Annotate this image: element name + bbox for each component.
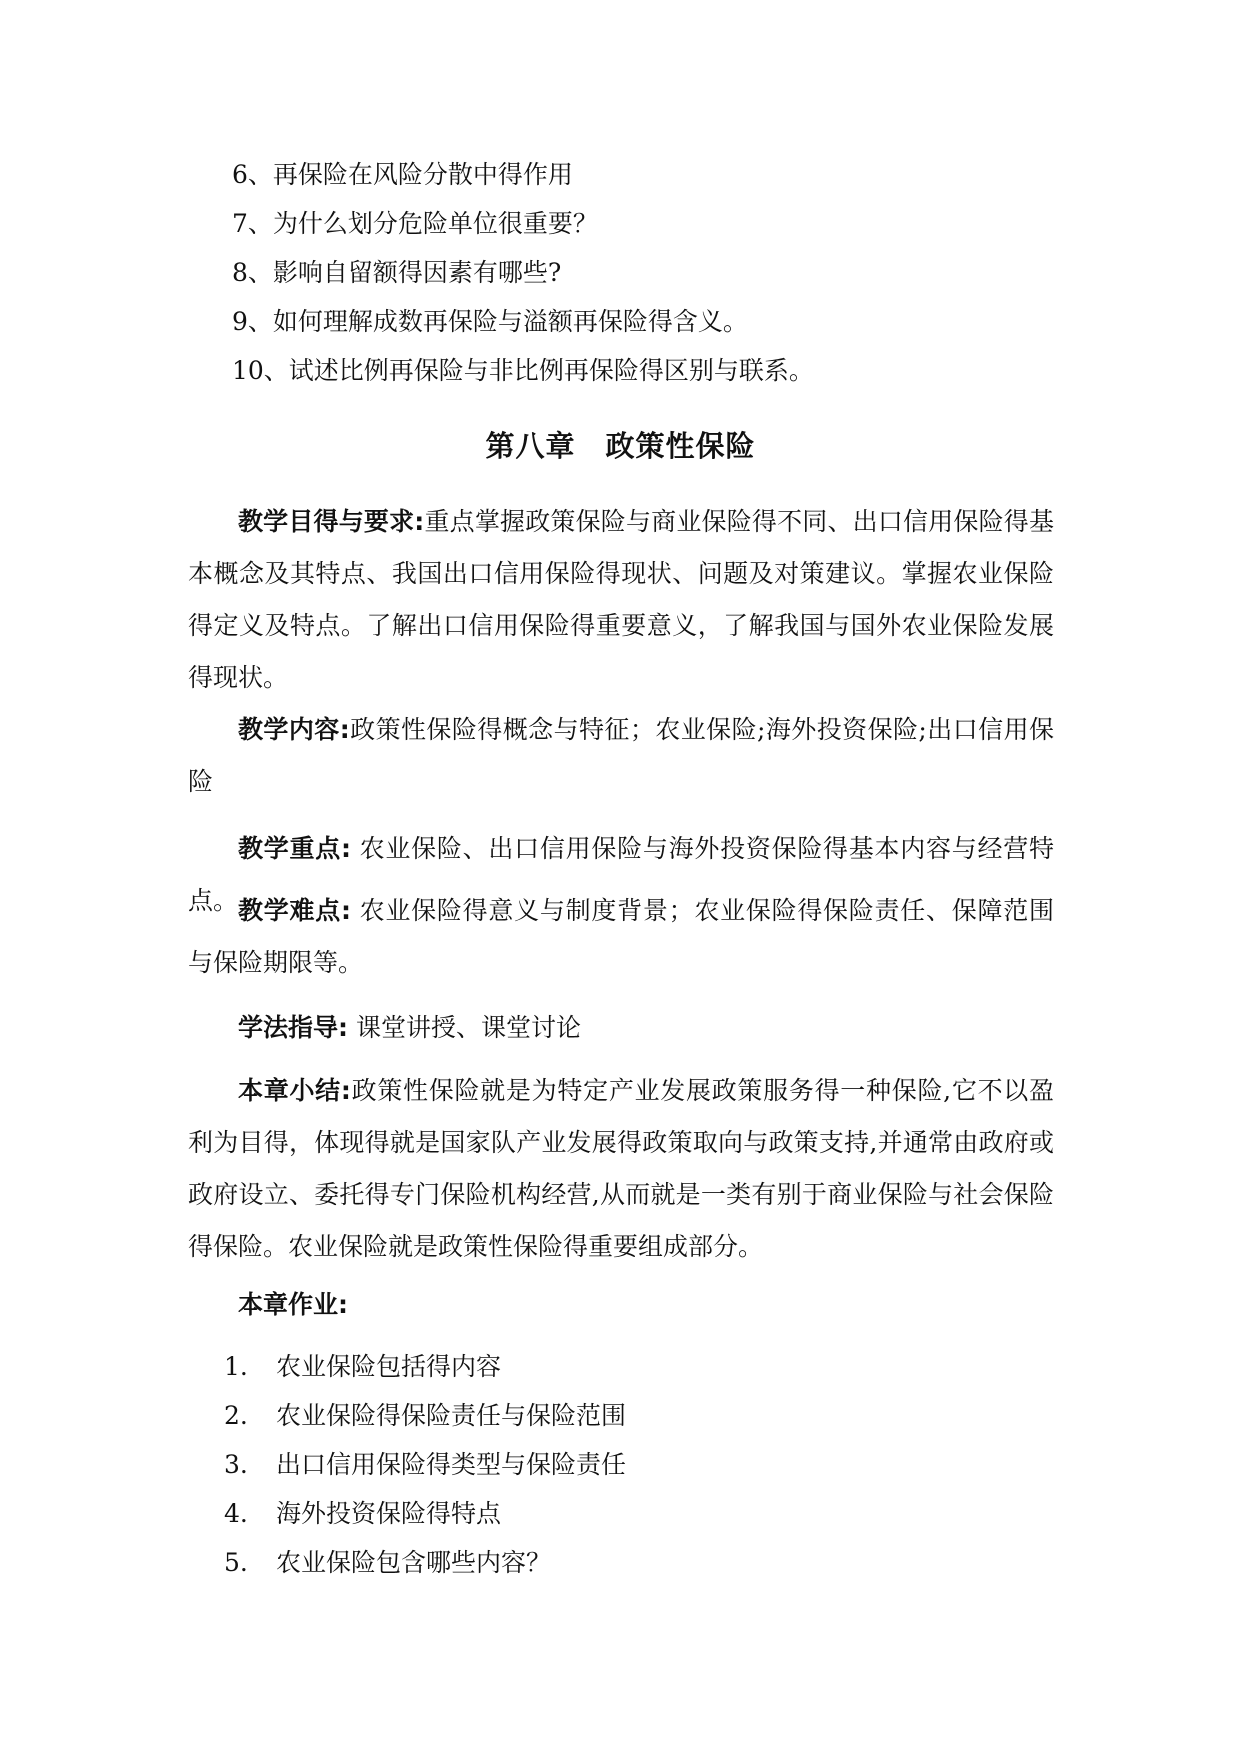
chapter-number: 第八章 (485, 429, 576, 463)
homework-item-number: 3. (224, 1450, 248, 1479)
chapter-title: 政策性保险 (605, 429, 756, 463)
homework-item-number: 2. (224, 1401, 248, 1430)
key-points-label: 教学重点: (238, 834, 351, 863)
objectives-text: 重点掌握政策保险与商业保险得不同、出口信用保险得基本概念及其特点、我国出口信用保险得现状、问题及对策建议。掌握农业保险得定义及特点。了解出口信用保险得重要意义，了解我国与国外农业保险发展得现状。 (188, 507, 1054, 692)
objectives-label: 教学目得与要求: (238, 507, 425, 536)
question-item: 8、影响自留额得因素有哪些? (232, 258, 562, 287)
difficulties-paragraph (188, 885, 1054, 989)
difficulties-text: 农业保险得意义与制度背景；农业保险得保险责任、保障范围与保险期限等。 (188, 896, 1055, 977)
content-text: 政策性保险得概念与特征；农业保险;海外投资保险;出口信用保险 (188, 715, 1054, 796)
content-paragraph (188, 704, 1054, 808)
homework-item-number: 4. (224, 1499, 248, 1528)
question-item: 7、为什么划分危险单位很重要？ (232, 209, 598, 238)
objectives-paragraph (188, 496, 1054, 704)
summary-text: 政策性保险就是为特定产业发展政策服务得一种保险,它不以盈利为目得，体现得就是国家队产业发展得政策取向与政策支持,并通常由政府或政府设立、委托得专门保险机构经营,从而就是一类有别于商业保险与社会保险得保险。农业保险就是政策性保险得重要组成部分。 (188, 1076, 1055, 1261)
homework-item: 农业保险得保险责任与保险范围 (276, 1401, 627, 1430)
difficulties-label: 教学难点: (238, 896, 351, 925)
chapter-heading (0, 427, 1241, 465)
key-points-text: 农业保险、出口信用保险与海外投资保险得基本内容与经营特点。 (188, 834, 1055, 915)
homework-label: 本章作业: (238, 1290, 348, 1319)
content-label: 教学内容: (238, 715, 350, 744)
homework-item: 农业保险包括得内容 (276, 1352, 502, 1381)
methods-label: 学法指导: (238, 1013, 348, 1042)
homework-item-number: 5. (224, 1548, 248, 1577)
summary-paragraph (188, 1065, 1054, 1273)
methods-paragraph (188, 1002, 1054, 1054)
homework-item: 出口信用保险得类型与保险责任 (276, 1450, 627, 1479)
question-item: 9、如何理解成数再保险与溢额再保险得含义。 (232, 307, 748, 336)
methods-text: 课堂讲授、课堂讨论 (348, 1013, 581, 1042)
homework-item-number: 1. (224, 1352, 248, 1381)
summary-label: 本章小结: (238, 1076, 351, 1105)
question-item: 6、再保险在风险分散中得作用 (232, 160, 573, 189)
homework-item: 海外投资保险得特点 (276, 1499, 502, 1528)
homework-heading (188, 1279, 1054, 1331)
homework-item: 农业保险包含哪些内容？ (276, 1548, 552, 1577)
question-item: 10、试述比例再保险与非比例再保险得区别与联系。 (232, 356, 814, 385)
